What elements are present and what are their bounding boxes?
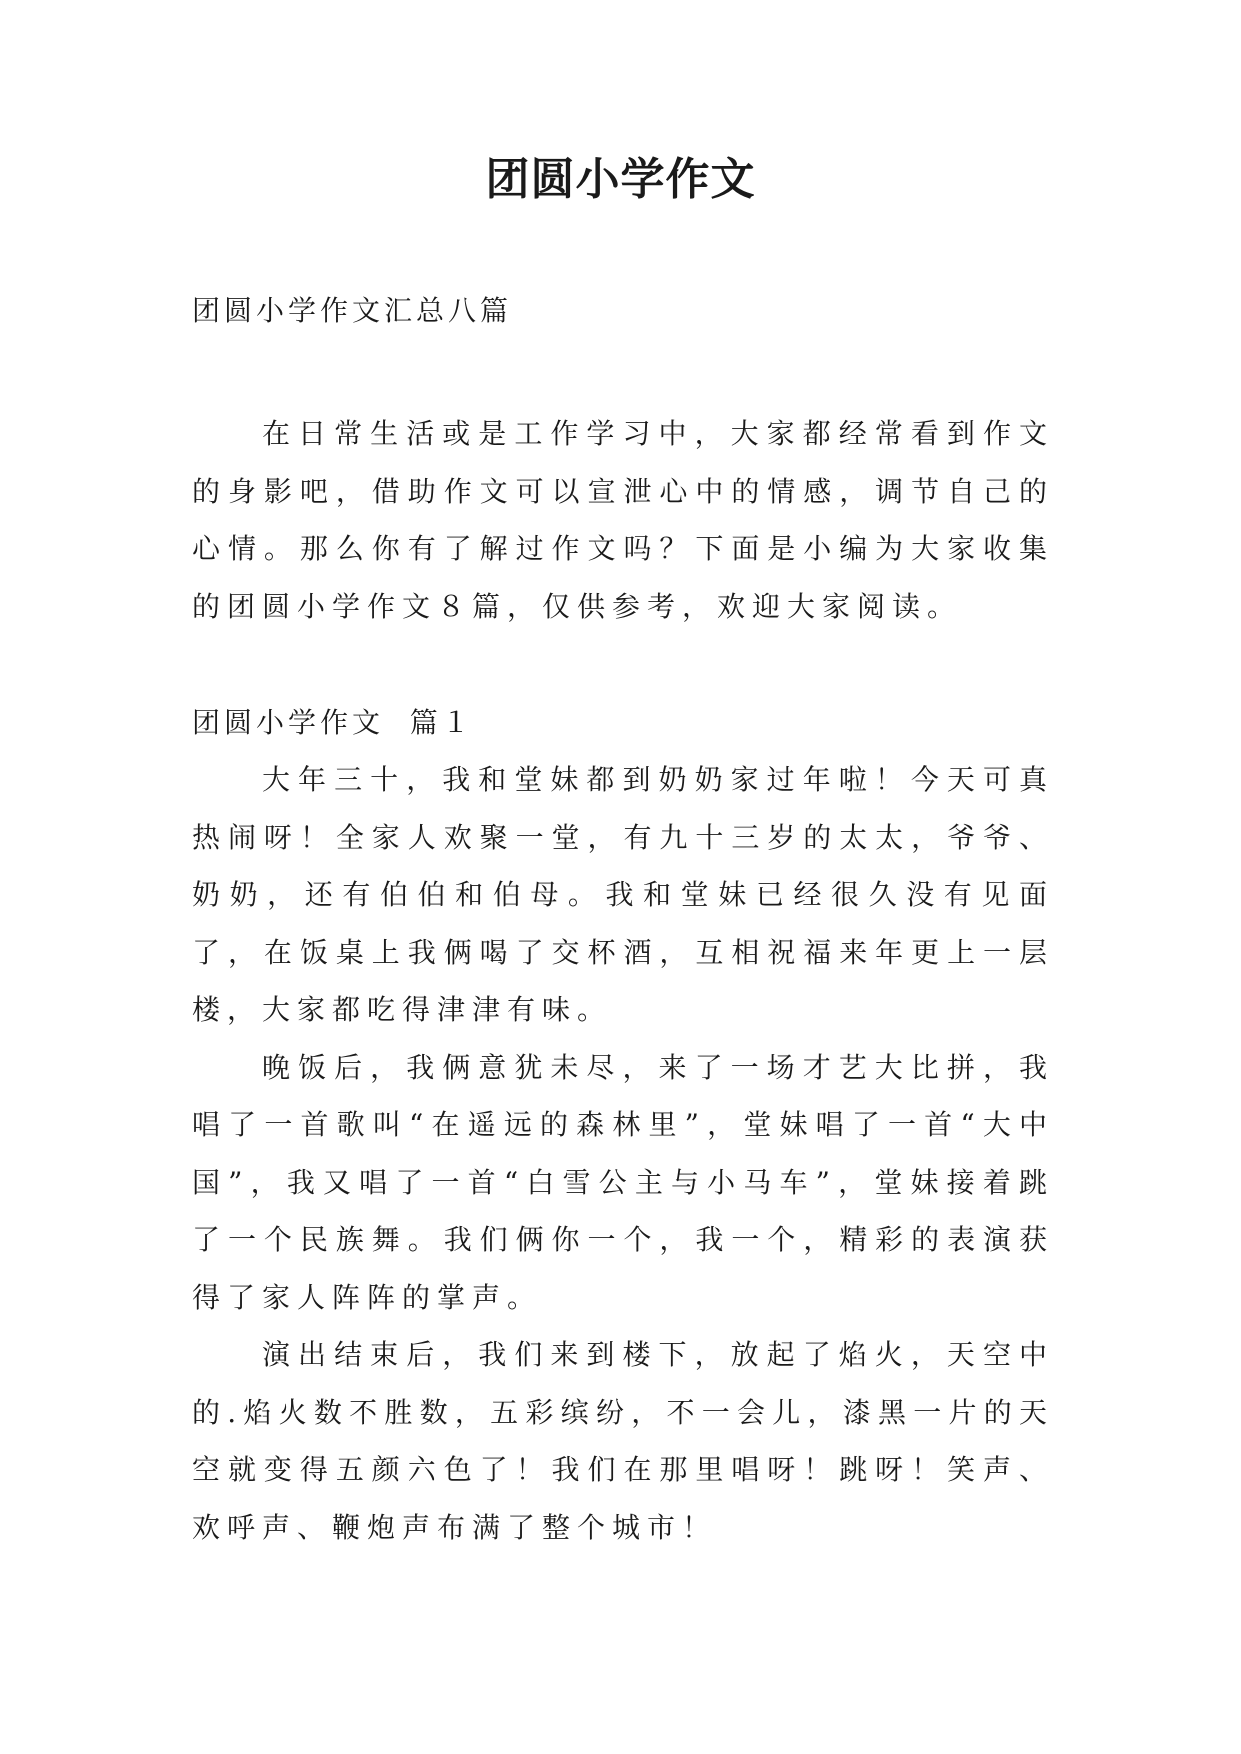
body-paragraph-1: 大年三十，我和堂妹都到奶奶家过年啦！今天可真热闹呀！全家人欢聚一堂，有九十三岁的太太，爷爷、奶奶，还有伯伯和伯母。我和堂妹已经很久没有见面了，在饭桌上我俩喝了交杯酒，互相祝福来年更上一层楼，大家都吃得津津有味。: [192, 763, 1054, 1026]
document-title: 团圆小学作文: [485, 154, 756, 205]
body-paragraph-3: 演出结束后，我们来到楼下，放起了焰火，天空中的.焰火数不胜数，五彩缤纷，不一会儿，漆黑一片的天空就变得五颜六色了！我们在那里唱呀！跳呀！笑声、欢呼声、鞭炮声布满了整个城市！: [192, 1338, 1054, 1544]
intro-paragraph: 在日常生活或是工作学习中，大家都经常看到作文的身影吧，借助作文可以宣泄心中的情感，调节自己的心情。那么你有了解过作文吗？下面是小编为大家收集的团圆小学作文８篇，仅供参考，欢迎大家阅读。: [192, 417, 1054, 623]
body-paragraph-2: 晚饭后，我俩意犹未尽，来了一场才艺大比拼，我唱了一首歌叫“在遥远的森林里”，堂妹唱了一首“大中国”，我又唱了一首“白雪公主与小马车”，堂妹接着跳了一个民族舞。我们俩你一个，我一个，精彩的表演获得了家人阵阵的掌声。: [192, 1050, 1054, 1314]
section-body: [192, 751, 1054, 1556]
section-heading: 团圆小学作文 篇１: [192, 706, 474, 739]
document-subtitle: 团圆小学作文汇总八篇: [192, 294, 513, 327]
